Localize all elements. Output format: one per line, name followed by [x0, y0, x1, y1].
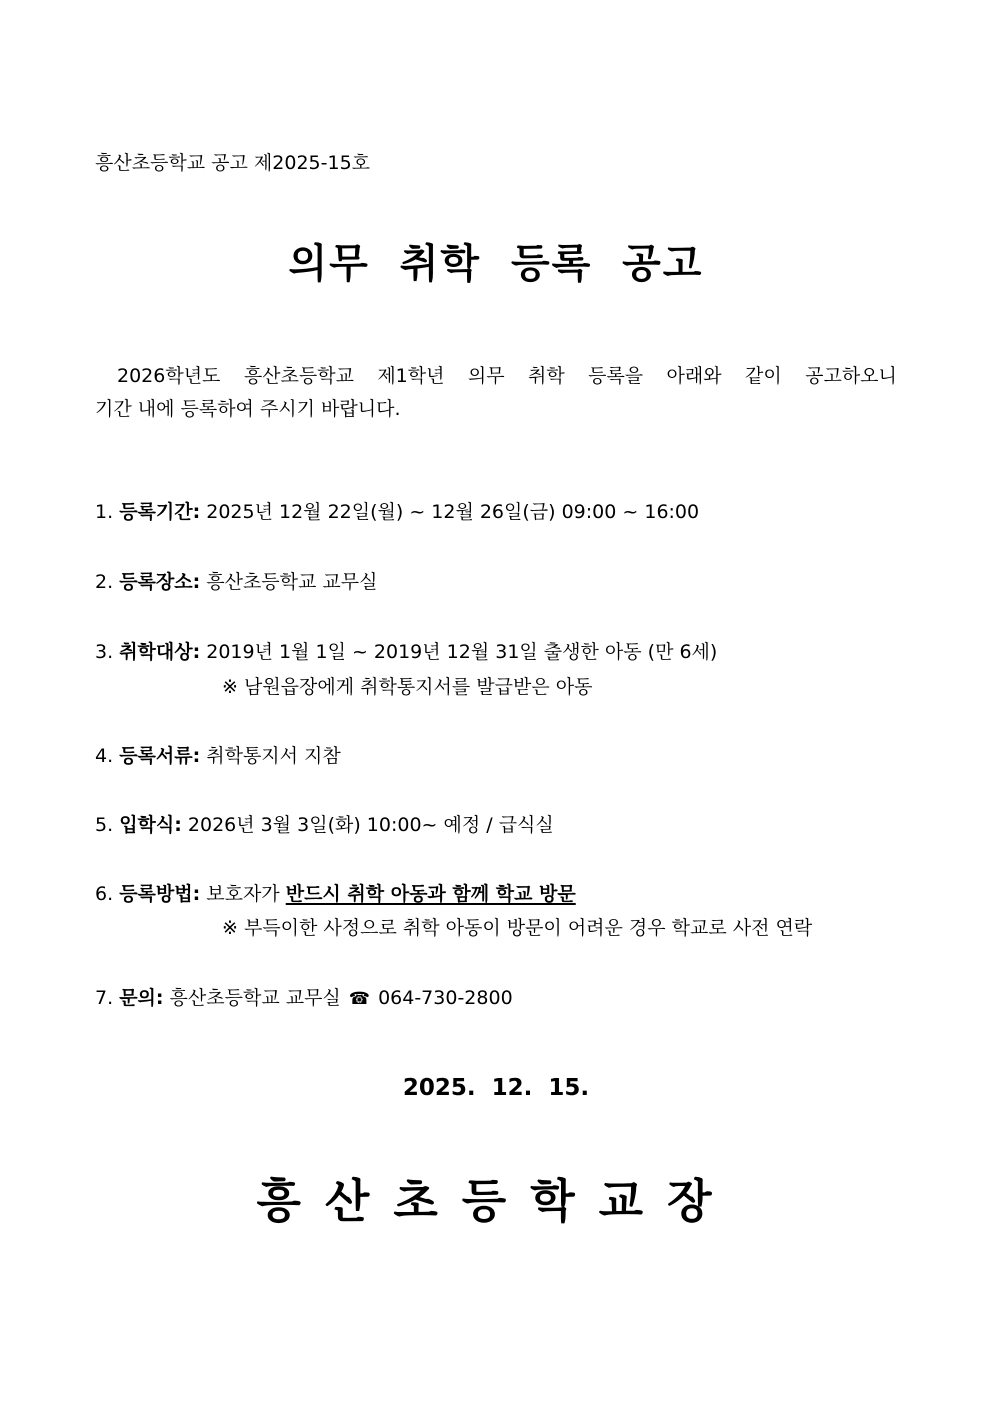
principal-signature: 흥산초등학교장 — [256, 1174, 736, 1228]
item-label: 등록장소: — [119, 571, 201, 593]
item-value: 2026년 3월 3일(화) 10:00~ 예정 / 급식실 — [187, 814, 554, 836]
intro-word: 2026학년도 — [117, 365, 221, 387]
item-number: 2. — [95, 571, 114, 593]
item-registration-place — [95, 568, 377, 596]
item-number: 5. — [95, 814, 114, 836]
item-note: ※ 남원읍장에게 취학통지서를 발급받은 아동 — [222, 676, 593, 698]
item-inquiry — [95, 984, 513, 1013]
item-value: 흥산초등학교 교무실 — [206, 571, 378, 593]
item-required-documents — [95, 742, 341, 770]
item-value: 취학통지서 지참 — [206, 745, 341, 767]
item-number: 7. — [95, 987, 114, 1009]
item-number: 3. — [95, 641, 114, 663]
item-value: 2019년 1월 1일 ~ 2019년 12월 31일 출생한 아동 (만 6세) — [206, 641, 718, 663]
phone-number: 064-730-2800 — [378, 987, 513, 1009]
item-number: 4. — [95, 745, 114, 767]
item-number: 1. — [95, 501, 114, 523]
intro-paragraph — [95, 360, 897, 426]
intro-word: 등록을 — [588, 365, 644, 387]
item-registration-method — [95, 880, 576, 908]
item-label: 입학식: — [119, 814, 182, 836]
item-label: 등록서류: — [119, 745, 201, 767]
page-title: 의무 취학 등록 공고 — [288, 241, 704, 287]
intro-line-1 — [95, 360, 897, 393]
intro-word: 공고하오니 — [805, 365, 897, 387]
intro-line-2: 기간 내에 등록하여 주시기 바랍니다. — [95, 398, 401, 420]
intro-word: 아래와 — [666, 365, 722, 387]
item-emphasis: 반드시 취학 아동과 함께 학교 방문 — [285, 883, 576, 905]
intro-word: 흥산초등학교 — [243, 365, 354, 387]
item-label: 등록기간: — [119, 501, 201, 523]
item-label: 문의: — [119, 987, 164, 1009]
item-value: 2025년 12월 22일(월) ~ 12월 26일(금) 09:00 ~ 16:00 — [206, 501, 700, 523]
notice-number: 흥산초등학교 공고 제2025-15호 — [95, 152, 371, 174]
item-note: ※ 부득이한 사정으로 취학 아동이 방문이 어려운 경우 학교로 사전 연락 — [222, 917, 813, 939]
item-number: 6. — [95, 883, 114, 905]
item-registration-period — [95, 498, 699, 526]
intro-word: 같이 — [745, 365, 782, 387]
intro-word: 제1학년 — [377, 365, 445, 387]
item-label: 취학대상: — [119, 641, 201, 663]
notice-date: 2025. 12. 15. — [402, 1075, 590, 1101]
item-label: 등록방법: — [119, 883, 201, 905]
phone-icon: ☎ — [348, 989, 371, 1009]
intro-word: 취학 — [527, 365, 565, 387]
item-value: 흥산초등학교 교무실 — [169, 987, 341, 1009]
item-eligible-children — [95, 638, 717, 666]
item-entrance-ceremony — [95, 811, 554, 839]
intro-word: 의무 — [467, 365, 505, 387]
item-value: 보호자가 — [206, 883, 280, 905]
